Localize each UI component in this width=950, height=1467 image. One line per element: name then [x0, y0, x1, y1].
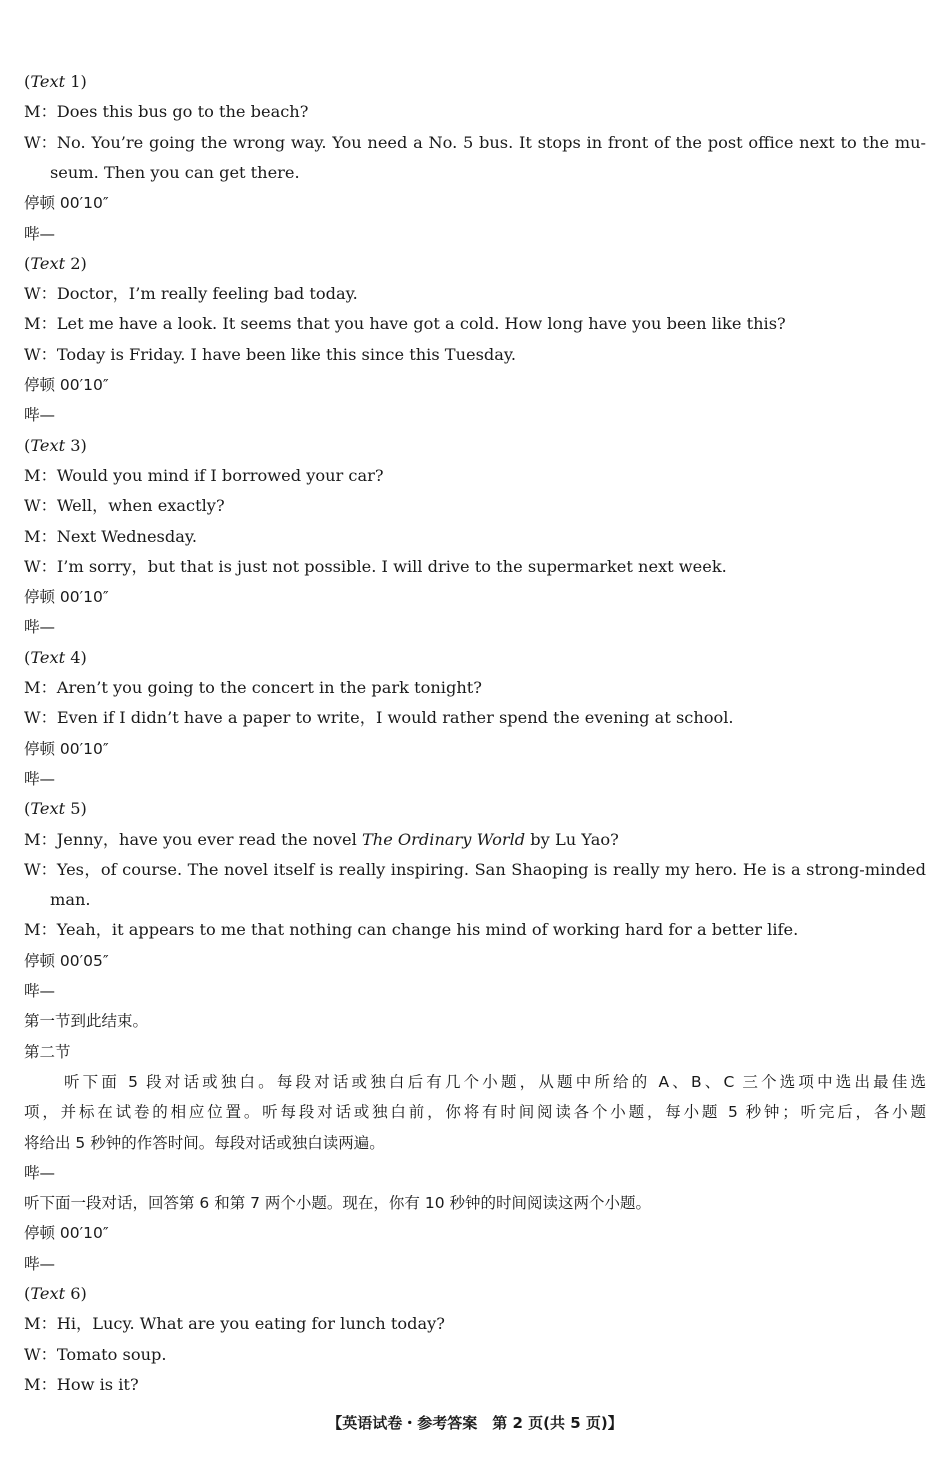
- pause-marker: 停顿 00′10″: [24, 376, 109, 394]
- text-section-label: [24, 67, 926, 97]
- dialogue-line: [24, 1309, 926, 1339]
- instruction-text: 第二节: [24, 1042, 71, 1061]
- dialogue-line: [24, 1340, 926, 1370]
- dialogue-line: [24, 915, 926, 945]
- speaker-tag: W：: [24, 344, 57, 364]
- text-section-label: [24, 643, 926, 673]
- text-section-label: [24, 431, 926, 461]
- speaker-tag: M：: [24, 678, 57, 697]
- dialogue-text: Aren’t you going to the concert in the park tonight?: [56, 678, 482, 697]
- instruction-text: 第一节到此结束。: [24, 1012, 149, 1031]
- speaker-tag: W：: [24, 859, 57, 879]
- dialogue-line: [24, 855, 926, 885]
- dialogue-line: [24, 703, 926, 733]
- dialogue-text: Next Wednesday.: [56, 526, 198, 546]
- speaker-tag: W：: [24, 284, 57, 304]
- dialogue-text: Even if I didn’t have a paper to write，I would rather spend the evening at school.: [56, 708, 734, 728]
- dialogue-continuation: [50, 885, 926, 915]
- dialogue-text: How is it?: [56, 1374, 139, 1394]
- dialogue-text: Let me have a look. It seems that you have got a cold. How long have you been like this?: [56, 314, 786, 334]
- dialogue-text: Tomato soup.: [56, 1344, 167, 1364]
- text-section-label: [24, 249, 926, 279]
- speaker-tag: M：: [24, 1374, 57, 1394]
- label-paren: (: [24, 799, 31, 819]
- dialogue-line: [24, 279, 926, 309]
- beep-marker: 哔—: [24, 224, 56, 243]
- label-number: 2): [65, 253, 87, 273]
- speaker-tag: W：: [24, 1344, 57, 1364]
- label-paren: (: [24, 72, 31, 91]
- beep-marker: 哔—: [24, 769, 56, 788]
- beep-marker: 哔—: [24, 982, 56, 1000]
- beep-marker: 哔—: [24, 1163, 56, 1182]
- italic-text: Text: [30, 799, 66, 819]
- dialogue-continuation: [50, 158, 926, 188]
- speaker-tag: M：: [24, 465, 57, 485]
- dialogue-text: Doctor，I’m really feeling bad today.: [56, 284, 358, 304]
- dialogue-text: by Lu Yao?: [525, 829, 619, 849]
- speaker-tag: M：: [24, 526, 57, 546]
- italic-text: Text: [30, 72, 66, 91]
- pause-marker: 停顿 00′10″: [24, 588, 109, 607]
- speaker-tag: W：: [24, 556, 57, 576]
- dialogue-line: [24, 552, 926, 582]
- beep-marker: 哔—: [24, 618, 56, 637]
- speaker-tag: W：: [24, 496, 57, 516]
- dialogue-text: Well，when exactly?: [56, 496, 225, 516]
- text-section-label: [24, 1279, 926, 1309]
- dialogue-line: [24, 128, 926, 158]
- text-section-label: [24, 794, 926, 824]
- dialogue-text: man.: [50, 890, 91, 910]
- label-paren: (: [24, 435, 31, 455]
- label-paren: (: [24, 1284, 31, 1303]
- speaker-tag: M：: [24, 920, 57, 940]
- pause-marker: 停顿 00′10″: [24, 739, 109, 758]
- italic-text: Text: [30, 435, 66, 455]
- label-number: 5): [65, 799, 87, 819]
- dialogue-line: [24, 97, 926, 127]
- dialogue-text: I’m sorry，but that is just not possible. I will drive to the supermarket next week.: [56, 556, 727, 576]
- pause-marker: 停顿 00′10″: [24, 1224, 109, 1243]
- speaker-tag: W：: [24, 708, 57, 728]
- italic-text: Text: [30, 647, 66, 667]
- label-number: 4): [65, 647, 87, 667]
- dialogue-line: [24, 461, 926, 491]
- speaker-tag: M：: [24, 1314, 57, 1334]
- dialogue-text: Yes，of course. The novel itself is really inspiring. San Shaoping is really my hero. He is a strong-minded: [56, 859, 926, 879]
- speaker-tag: M：: [24, 102, 57, 122]
- dialogue-text: Jenny，have you ever read the novel: [56, 829, 362, 849]
- label-paren: (: [24, 647, 31, 667]
- page-footer: 【英语试卷・参考答案 第 2 页(共 5 页)】: [327, 1414, 623, 1432]
- dialogue-line: [24, 491, 926, 521]
- dialogue-text: Does this bus go to the beach?: [56, 102, 309, 122]
- dialogue-text: seum. Then you can get there.: [50, 162, 300, 182]
- dialogue-text: Hi，Lucy. What are you eating for lunch today?: [56, 1314, 445, 1334]
- dialogue-text: No. You’re going the wrong way. You need a No. 5 bus. It stops in front of the post office next to the mu-: [56, 132, 926, 152]
- label-number: 1): [65, 72, 87, 91]
- label-paren: (: [24, 253, 31, 273]
- italic-text: Text: [30, 1284, 66, 1303]
- beep-marker: 哔—: [24, 406, 56, 425]
- dialogue-line: [24, 340, 926, 370]
- instruction-text: 听下面 5 段对话或独白。每段对话或独白后有几个小题，从题中所给的 A、B、C 三个选项中选出最佳选: [64, 1072, 926, 1091]
- beep-marker: 哔—: [24, 1254, 56, 1273]
- speaker-tag: M：: [24, 829, 57, 849]
- pause-marker: 停顿 00′05″: [24, 951, 109, 970]
- pause-marker: 停顿 00′10″: [24, 194, 109, 213]
- italic-text: Text: [30, 253, 66, 273]
- italic-text: The Ordinary World: [361, 829, 526, 849]
- dialogue-text: Today is Friday. I have been like this since this Tuesday.: [56, 344, 517, 364]
- dialogue-line: [24, 673, 926, 703]
- dialogue-text: Yeah，it appears to me that nothing can change his mind of working hard for a better life.: [56, 920, 799, 940]
- dialogue-line: [24, 1370, 926, 1400]
- dialogue-line: [24, 825, 926, 855]
- label-number: 3): [65, 435, 87, 455]
- dialogue-text: Would you mind if I borrowed your car?: [56, 465, 384, 485]
- dialogue-line: [24, 309, 926, 339]
- speaker-tag: W：: [24, 132, 57, 152]
- instruction-text: 将给出 5 秒钟的作答时间。每段对话或独白读两遍。: [24, 1133, 385, 1152]
- label-number: 6): [65, 1284, 87, 1303]
- speaker-tag: M：: [24, 314, 57, 334]
- instruction-text: 项，并标在试卷的相应位置。听每段对话或独白前，你将有时间阅读各个小题，每小题 5 秒钟；听完后，各小题: [24, 1103, 926, 1122]
- dialogue-line: [24, 522, 926, 552]
- instruction-text: 听下面一段对话，回答第 6 和第 7 两个小题。现在，你有 10 秒钟的时间阅读这两个小题。: [24, 1194, 652, 1213]
